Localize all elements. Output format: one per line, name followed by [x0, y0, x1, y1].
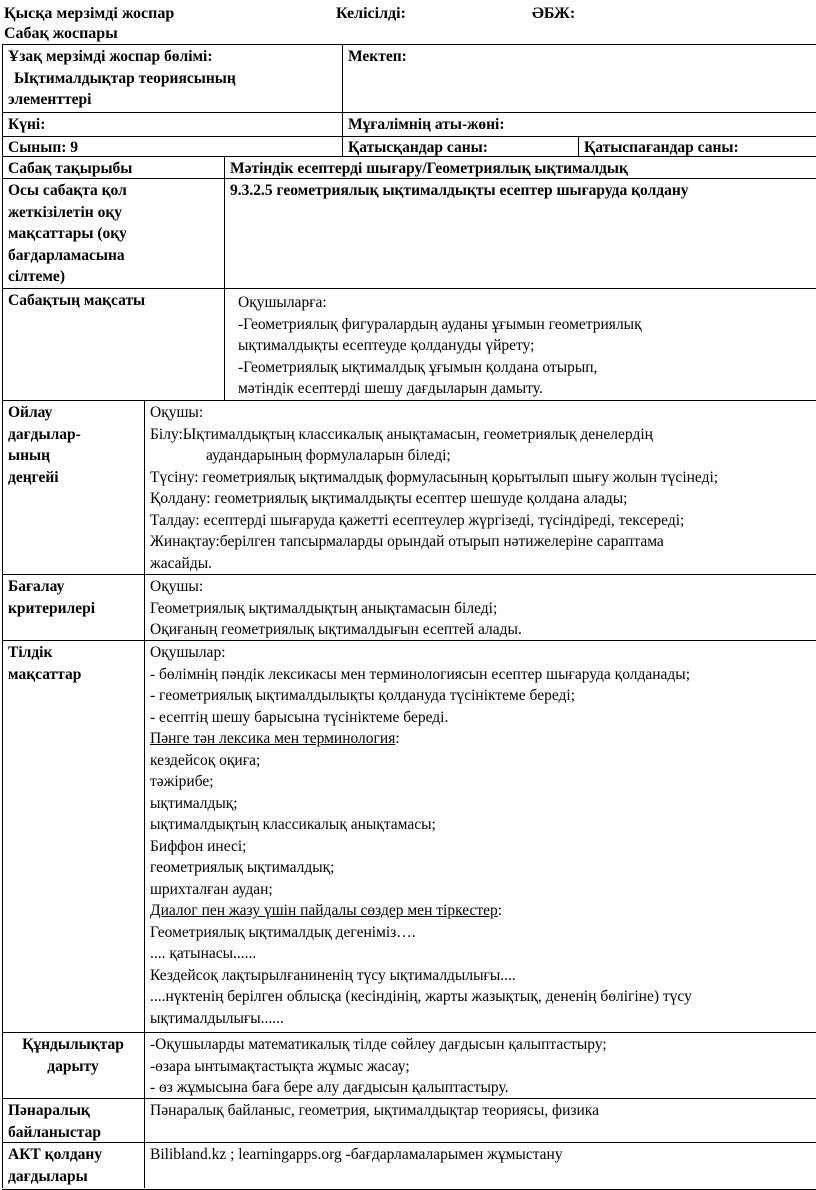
values-line-2: -өзара ынтымақтастықта жұмыс жасау;	[150, 1057, 410, 1075]
criteria-label-1: Бағалау	[8, 578, 65, 595]
lang-line-1: Оқушылар:	[150, 644, 226, 661]
values-value-cell	[144, 1032, 816, 1098]
short-plan-title: Қысқа мерзімді жоспар	[4, 5, 175, 22]
divider-main-bottom	[144, 400, 145, 1188]
lang-line-11: геометриялық ықтималдық;	[150, 859, 335, 876]
values-label-2: дарыту	[47, 1057, 99, 1075]
lexicon-heading: Пәнге тән лексика мен терминология	[150, 730, 396, 747]
topic-value: Мәтіндік есептерді шығару/Геометриялық ықтималдық	[230, 160, 628, 177]
lang-value-cell	[144, 640, 816, 1032]
lang-line-3: - геометриялық ықтималдылықты қолдануда түсініктеме береді;	[150, 687, 576, 704]
phrases-heading-colon: :	[497, 902, 503, 919]
lang-line-4: - есептің шешу барысына түсініктеме береді.	[150, 708, 449, 726]
topic-value-cell	[224, 156, 816, 178]
lesson-plan-title: Сабақ жоспары	[4, 25, 118, 42]
goals-label-cell	[2, 178, 224, 288]
thinking-line-8: жасайды.	[150, 554, 213, 572]
ict-label-2: дағдылары	[8, 1167, 88, 1185]
inter-label-1: Пәнаралық	[8, 1102, 90, 1119]
goals-label-5: сілтеме)	[8, 268, 65, 285]
lang-line-8: ықтималдық;	[150, 794, 238, 812]
lexicon-heading-colon: :	[395, 730, 400, 747]
agreed-label: Келісілді:	[336, 5, 406, 22]
aim-value-cell	[224, 290, 816, 400]
topic-label-cell	[2, 156, 224, 178]
teacher-cell	[342, 112, 816, 136]
aim-line-2: -Геометриялық фигуралардың ауданы ұғымын геометриялық	[238, 315, 642, 333]
thinking-line-6: Талдау: есептерді шығаруда қажетті есептеулер жүргізеді, түсіндіреді, тексереді;	[150, 511, 685, 529]
thinking-line-5: Қолдану: геометриялық ықтималдықты есептер шешуде қолдана алады;	[150, 490, 628, 507]
present-cell	[342, 135, 578, 156]
divider-attendance	[578, 136, 579, 156]
lang-line-14: Геометриялық ықтималдық дегеніміз….	[150, 923, 416, 941]
lesson-plan-table	[2, 44, 816, 1188]
lang-line-6: кездейсоқ оқиға;	[150, 751, 261, 769]
abzh-label: ӘБЖ:	[532, 5, 576, 22]
thinking-value-cell	[144, 400, 816, 574]
values-label-1: Құндылықтар	[22, 1036, 124, 1053]
values-line-3: - өз жұмысына баға бере алу дағдысын қалыптастыру.	[150, 1079, 509, 1096]
goals-label-3: мақсаттары (оқу	[8, 225, 127, 242]
document-header	[4, 4, 816, 44]
goals-label-1: Осы сабақта қол	[8, 182, 127, 199]
inter-value-cell	[144, 1098, 816, 1142]
teacher-label: Мұғалімнің аты-жөні:	[348, 116, 505, 133]
lang-label-cell	[2, 640, 144, 1032]
ict-value: Bilibland.kz ; learningapps.org -бағдарламаларымен жұмыстану	[150, 1146, 563, 1163]
lang-line-5	[150, 728, 812, 750]
divider-main-middle	[224, 156, 225, 400]
ict-label-cell	[2, 1142, 144, 1188]
topic-label: Сабақ тақырыбы	[8, 160, 133, 177]
ict-label-1: АКТ қолдану	[8, 1146, 103, 1163]
thinking-label-1: Ойлау	[8, 404, 53, 421]
aim-line-3: ықтималдықты есептеуде қолдануды үйрету;	[238, 337, 535, 354]
lang-line-18: ықтималдылығы......	[150, 1009, 284, 1027]
table-left-border	[2, 44, 3, 1188]
inter-label-2: байланыстар	[8, 1123, 101, 1141]
lang-line-7: тәжірибе;	[150, 773, 214, 790]
present-label: Қатысқандар саны:	[348, 139, 488, 156]
aim-label: Сабақтың мақсаты	[8, 292, 146, 309]
criteria-line-3: Оқиғаның геометриялық ықтималдығын есептей алады.	[150, 621, 522, 638]
lang-line-13	[150, 900, 812, 922]
lang-line-2: - бөлімнің пәндік лексикасы мен терминологиясын есептер шығаруда қолданады;	[150, 665, 691, 683]
lang-line-15: .... қатынасы......	[150, 945, 257, 962]
values-line-1: -Оқушыларды математикалық тілде сөйлеу дағдысын қалыптастыру;	[150, 1036, 607, 1053]
thinking-label-3: ының	[8, 447, 51, 464]
thinking-label-2: дағдылар-	[8, 425, 81, 443]
long-plan-value-1: Ықтималдықтар теориясының	[14, 69, 236, 87]
values-label-cell	[2, 1032, 144, 1098]
aim-label-cell	[2, 288, 224, 400]
goals-value: 9.3.2.5 геометриялық ықтималдықты есептер шығаруда қолдану	[230, 182, 689, 199]
criteria-value-cell	[144, 574, 816, 640]
school-cell	[342, 44, 816, 112]
criteria-line-1: Оқушы:	[150, 578, 204, 595]
aim-line-1: Оқушыларға:	[238, 294, 327, 311]
thinking-label-4: деңгейі	[8, 468, 59, 486]
thinking-label-cell	[2, 400, 144, 574]
aim-line-5: мәтіндік есептерді шешу дағдыларын дамыту.	[238, 380, 543, 397]
grade-cell	[2, 135, 342, 156]
thinking-line-1: Оқушы:	[150, 404, 204, 421]
thinking-line-4: Түсіну: геометриялық ықтималдық формуласының қорытылып шығу жолын түсінеді;	[150, 468, 719, 486]
aim-line-4: -Геометриялық ықтималдық ұғымын қолдана отырып,	[238, 358, 598, 376]
inter-value: Пәнаралық байланыс, геометрия, ықтималдықтар теориясы, физика	[150, 1102, 599, 1119]
school-label: Мектеп:	[348, 48, 407, 65]
criteria-line-2: Геометриялық ықтималдықтың анықтамасын біледі;	[150, 599, 498, 617]
lang-line-10: Биффон инесі;	[150, 837, 247, 855]
inter-label-cell	[2, 1098, 144, 1142]
absent-cell	[578, 135, 816, 156]
goals-label-4: бағдарламасына	[8, 246, 125, 264]
lang-line-12: шрихталған аудан;	[150, 880, 273, 898]
lang-label-2: мақсаттар	[8, 665, 82, 683]
long-plan-cell	[2, 44, 342, 112]
date-label: Күні:	[8, 116, 46, 133]
lang-line-16: Кездейсоқ лақтырылғаниненің түсу ықтималдылығы....	[150, 966, 516, 984]
phrases-heading: Диалог пен жазу үшін пайдалы сөздер мен тіркестер	[150, 902, 498, 919]
long-plan-label: Ұзақ мерзімді жоспар бөлімі:	[8, 48, 213, 65]
absent-label: Қатыспағандар саны:	[584, 139, 739, 156]
ict-value-cell	[144, 1142, 816, 1188]
goals-label-2: жеткізілетін оқу	[8, 203, 123, 221]
thinking-line-3: аудандарының формулаларын біледі;	[206, 447, 451, 464]
divider-main-top	[342, 44, 343, 156]
lang-line-9: ықтималдықтың классикалық анықтамасы;	[150, 816, 436, 833]
grade-label: Сынып: 9	[8, 139, 79, 156]
goals-value-cell	[224, 178, 816, 288]
criteria-label-2: критерилері	[8, 599, 96, 617]
criteria-label-cell	[2, 574, 144, 640]
date-cell	[2, 112, 342, 136]
lang-line-17: ....нүктенің берілген облысқа (кесіндінің, жарты жазықтық, дененің бөлігіне) түсу	[150, 988, 692, 1005]
thinking-line-7: Жинақтау:берілген тапсырмаларды орындай отырып нәтижелеріне сараптама	[150, 533, 664, 550]
lang-label-1: Тілдік	[8, 644, 53, 661]
thinking-line-2: Білу:Ықтималдықтың классикалық анықтамасын, геометриялық денелердің	[150, 425, 653, 443]
long-plan-value-2: элементтері	[8, 91, 92, 108]
